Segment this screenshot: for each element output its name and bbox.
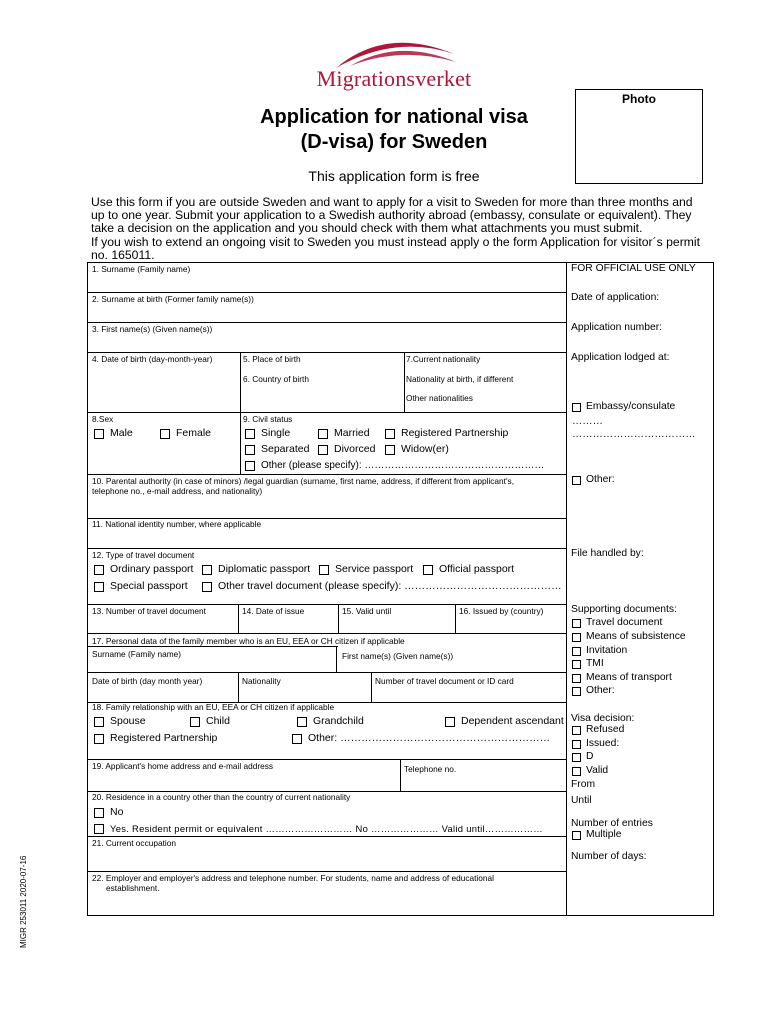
official-from: From: [571, 779, 596, 790]
checkbox[interactable]: [94, 808, 104, 818]
doc-service-option[interactable]: Service passport: [319, 563, 413, 576]
field-19-telephone-label: Telephone no.: [404, 764, 457, 774]
official-embassy-option[interactable]: Embassy/consulate: [572, 401, 675, 413]
checkbox[interactable]: [319, 565, 329, 575]
civil-other-option[interactable]: Other (please specify): ………………………………………………: [245, 459, 544, 472]
civil-separated-option[interactable]: Separated: [245, 443, 309, 456]
civil-partnership-option[interactable]: Registered Partnership: [385, 427, 508, 440]
field-22-label-line-2: establishment.: [106, 883, 160, 893]
official-other-option[interactable]: Other:: [572, 474, 615, 486]
doc-ordinary-option[interactable]: Ordinary passport: [94, 563, 193, 576]
checkbox[interactable]: [318, 445, 328, 455]
field-5-label: 5. Place of birth: [243, 354, 301, 364]
title-line-1: Application for national visa: [260, 106, 528, 128]
doc-other-option[interactable]: Other travel document (please specify): ………………………………………: [202, 580, 562, 593]
checkbox[interactable]: [572, 660, 581, 669]
field-22-label-line-1: 22. Employer and employer's address and telephone number. For students, name and address of educational: [92, 873, 494, 883]
official-application-number: Application number:: [571, 322, 663, 333]
checkbox[interactable]: [572, 633, 581, 642]
checkbox[interactable]: [160, 429, 170, 439]
official-date-of-application: Date of application:: [571, 292, 660, 303]
intro-paragraph-1: Use this form if you are outside Sweden and want to apply for a visit to Sweden for more than three months and up to one year. Submit your application to a Swedish authority abroad (embassy, consulate or equivalent). They take a decision on the application and you should check with them what attachments you must submit.: [91, 195, 693, 236]
field-8-label: 8.Sex: [92, 414, 114, 424]
checkbox[interactable]: [94, 582, 104, 592]
field-14-label: 14. Date of issue: [242, 606, 305, 616]
checkbox[interactable]: [94, 565, 104, 575]
field-7b-label: Nationality at birth, if different: [406, 374, 514, 384]
field-3-label: 3. First name(s) (Given name(s)): [92, 324, 213, 334]
field-2-label: 2. Surname at birth (Former family name(s)): [92, 294, 254, 304]
intro-paragraph-2: If you wish to extend an ongoing visit to Sweden you must instead apply o the form Application for visitor´s permit no. 165011.: [91, 234, 701, 262]
checkbox[interactable]: [292, 734, 302, 744]
checkbox[interactable]: [572, 674, 581, 683]
sex-female-option[interactable]: Female: [160, 427, 211, 440]
checkbox[interactable]: [190, 717, 200, 727]
field-16-label: 16. Issued by (country): [459, 606, 544, 616]
field-20-label: 20. Residence in a country other than the country of current nationality: [92, 792, 351, 802]
checkbox[interactable]: [94, 429, 104, 439]
field-15-label: 15. Valid until: [342, 606, 392, 616]
checkbox[interactable]: [572, 726, 581, 735]
field-13-label: 13. Number of travel document: [92, 606, 206, 616]
checkbox[interactable]: [572, 740, 581, 749]
checkbox[interactable]: [572, 767, 581, 776]
field-17-surname-label: Surname (Family name): [92, 649, 181, 659]
doc-official-option[interactable]: Official passport: [423, 563, 514, 576]
civil-widow-option[interactable]: Widow(er): [385, 443, 449, 456]
official-doc-subsistence[interactable]: Means of subsistence: [572, 631, 686, 643]
title-line-2: (D-visa) for Sweden: [300, 131, 488, 153]
official-decision-valid[interactable]: Valid: [572, 765, 608, 777]
field-17-firstname-label: First name(s) (Given name(s)): [342, 651, 454, 661]
sex-male-option[interactable]: Male: [94, 427, 133, 440]
application-form: [87, 262, 714, 916]
checkbox[interactable]: [572, 831, 581, 840]
checkbox[interactable]: [318, 429, 328, 439]
official-lodged-at: Application lodged at:: [571, 352, 670, 363]
civil-married-option[interactable]: Married: [318, 427, 370, 440]
official-doc-other[interactable]: Other:: [572, 685, 615, 697]
official-embassy-dots-2: ………………………………: [572, 429, 696, 440]
checkbox[interactable]: [572, 647, 581, 656]
checkbox[interactable]: [572, 476, 581, 485]
field-6-label: 6. Country of birth: [243, 374, 309, 384]
field-17-nationality-label: Nationality: [242, 676, 281, 686]
field-1-label: 1. Surname (Family name): [92, 264, 191, 274]
official-doc-transport[interactable]: Means of transport: [572, 672, 672, 684]
checkbox[interactable]: [245, 445, 255, 455]
residence-no-option[interactable]: No: [94, 806, 123, 819]
logo-text: Migrationsverket: [316, 66, 472, 91]
field-11-label: 11. National identity number, where applicable: [92, 519, 262, 529]
checkbox[interactable]: [94, 734, 104, 744]
field-9-label: 9. Civil status: [243, 414, 293, 424]
rel-grandchild-option[interactable]: Grandchild: [297, 715, 364, 728]
checkbox[interactable]: [572, 619, 581, 628]
official-use-title: FOR OFFICIAL USE ONLY: [571, 263, 696, 274]
official-entries-multiple[interactable]: Multiple: [572, 829, 621, 841]
checkbox[interactable]: [572, 687, 581, 696]
official-embassy-dots-1: ………: [572, 416, 603, 427]
official-file-handled-by: File handled by:: [571, 548, 644, 559]
rel-child-option[interactable]: Child: [190, 715, 230, 728]
field-19-label: 19. Applicant's home address and e-mail address: [92, 761, 273, 771]
official-decision-refused[interactable]: Refused: [572, 724, 624, 736]
checkbox[interactable]: [445, 717, 455, 727]
checkbox[interactable]: [94, 717, 104, 727]
rel-spouse-option[interactable]: Spouse: [94, 715, 146, 728]
intro-text: [91, 196, 706, 262]
checkbox[interactable]: [385, 429, 395, 439]
official-decision-d[interactable]: D: [572, 751, 593, 763]
civil-single-option[interactable]: Single: [245, 427, 290, 440]
official-doc-tmi[interactable]: TMI: [572, 658, 604, 670]
field-17-document-label: Number of travel document or ID card: [375, 676, 514, 686]
checkbox[interactable]: [385, 445, 395, 455]
checkbox[interactable]: [202, 565, 212, 575]
checkbox[interactable]: [572, 753, 581, 762]
field-18-label: 18. Family relationship with an EU, EEA or CH citizen if applicable: [92, 702, 335, 712]
official-number-of-entries: Number of entries: [571, 818, 653, 829]
field-10-label-line-1: 10. Parental authority (in case of minors) /legal guardian (surname, first name, address, if different from applicant's,: [92, 476, 515, 486]
official-visa-decision: Visa decision:: [571, 713, 635, 724]
residence-yes-option[interactable]: Yes. Resident permit or equivalent ……………………… No ………………… Valid until………………: [94, 822, 543, 835]
rel-ascendant-option[interactable]: Dependent ascendant: [445, 715, 564, 728]
field-21-label: 21. Current occupation: [92, 838, 176, 848]
photo-label: Photo: [622, 92, 656, 106]
doc-special-option[interactable]: Special passport: [94, 580, 188, 593]
field-17-label: 17. Personal data of the family member who is an EU, EEA or CH citizen if applicable: [92, 636, 405, 646]
official-supporting-documents: Supporting documents:: [571, 604, 677, 615]
checkbox[interactable]: [245, 429, 255, 439]
checkbox[interactable]: [572, 403, 581, 412]
checkbox[interactable]: [202, 582, 212, 592]
field-17-dob-label: Date of birth (day month year): [92, 676, 203, 686]
field-7-label: 7.Current nationality: [406, 354, 481, 364]
photo-box: [575, 89, 703, 184]
civil-divorced-option[interactable]: Divorced: [318, 443, 375, 456]
doc-diplomatic-option[interactable]: Diplomatic passport: [202, 563, 310, 576]
form-code-side-text: MIGR 253011 2020-07-16: [19, 855, 28, 948]
checkbox[interactable]: [423, 565, 433, 575]
page-title: [200, 105, 588, 155]
migrationsverket-logo: [306, 32, 482, 94]
field-12-label: 12. Type of travel document: [92, 550, 195, 560]
official-doc-invitation[interactable]: Invitation: [572, 645, 627, 657]
checkbox[interactable]: [94, 824, 104, 834]
official-decision-issued[interactable]: Issued:: [572, 738, 619, 750]
checkbox[interactable]: [297, 717, 307, 727]
field-4-label: 4. Date of birth (day-month-year): [92, 354, 213, 364]
official-until: Until: [571, 795, 592, 806]
checkbox[interactable]: [245, 461, 255, 471]
field-10-label-line-2: telephone no., e-mail address, and nationality): [92, 486, 263, 496]
rel-other-option[interactable]: Other: ……………………………………………………: [292, 732, 550, 745]
official-column-divider: [566, 263, 567, 915]
field-7c-label: Other nationalities: [406, 393, 473, 403]
official-number-of-days: Number of days:: [571, 851, 647, 862]
page-subtitle: This application form is free: [308, 168, 480, 184]
official-doc-travel[interactable]: Travel document: [572, 617, 662, 629]
rel-partnership-option[interactable]: Registered Partnership: [94, 732, 217, 745]
